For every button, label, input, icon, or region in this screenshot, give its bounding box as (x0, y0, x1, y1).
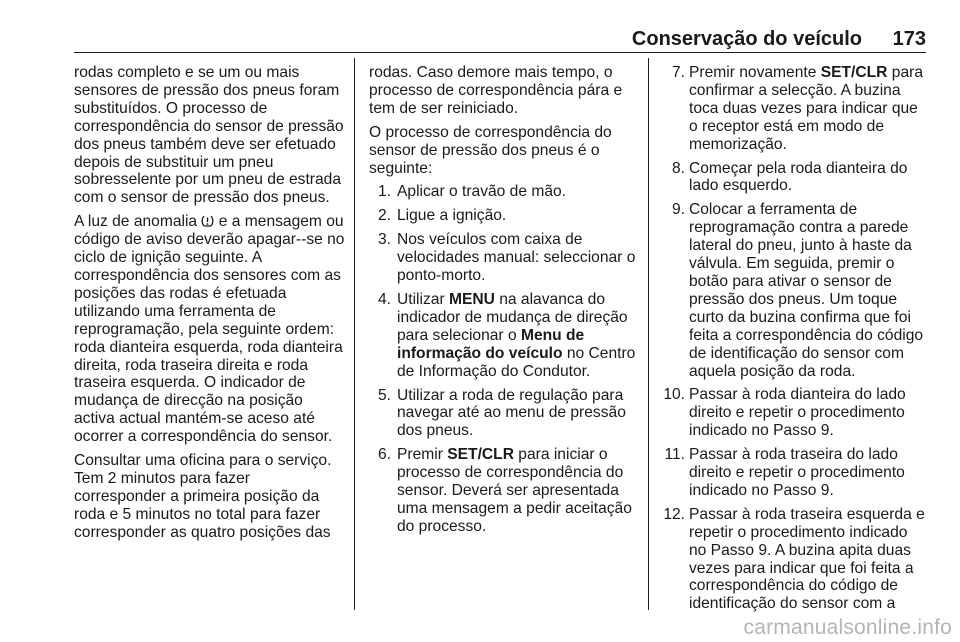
step-text: Utilizar (397, 290, 449, 308)
step-number: 3. (377, 231, 391, 249)
set-clr-button-term: SET/CLR (820, 64, 888, 81)
list-item (369, 446, 641, 536)
step-number: 2. (377, 207, 391, 225)
step-number: 5. (377, 386, 391, 404)
step-text: Passar à roda traseira esquerda e repetir o procedimento indicado no Passo 9. A buzina apita duas vezes para indicar que foi feita a correspondência do código de identificação do sensor com a (689, 505, 925, 613)
step-text: Aplicar o travão de mão. (397, 183, 567, 201)
step-text: Começar pela roda dianteira do lado esquerdo. (689, 159, 908, 195)
step-text: Passar à roda traseira do lado direito e repetir o procedimento indicado no Passo 9. (689, 446, 905, 499)
page-number: 173 (892, 28, 926, 50)
set-clr-button-term: SET/CLR (447, 446, 514, 464)
text-run: e a mensagem ou código de aviso deverão apagar--se no ciclo de ignição seguinte. A correspondência dos sensores com as posições das rodas é efetuada utilizando uma ferramenta de reprogramação, pela seguinte ordem: roda dianteira esquerda, roda dianteira direita, roda traseira direita e roda traseira esquerda. O indicador de mudança de direcção na posição activa actual mantém-se aceso até ocorrer a correspondência do sensor. (74, 213, 345, 446)
list-item (369, 231, 641, 285)
column-3 (660, 64, 926, 619)
list-item (660, 64, 926, 154)
list-item (660, 446, 926, 500)
step-number: 12. (663, 505, 685, 523)
step-text: Nos veículos com caixa de velocidades manual: seleccionar o ponto-morto. (397, 231, 636, 285)
list-item (369, 387, 641, 441)
steps-list (660, 64, 926, 613)
step-text: no Centro de Informação do Condutor. (397, 344, 636, 380)
step-number: 8. (671, 159, 685, 177)
step-number: 9. (671, 201, 685, 219)
page-header (74, 28, 926, 50)
paragraph: rodas. Caso demore mais tempo, o processo de correspondência pára e tem de ser reiniciado. (369, 64, 623, 117)
list-item (660, 506, 926, 613)
step-text: Colocar a ferramenta de reprogramação contra a parede lateral do pneu, junto à haste da válvula. Em seguida, premir o botão para ativar o sensor de pressão dos pneus. Um toque curto da buzina confirma que foi feita a correspondência do código de identificação do sensor com aquela posição da roda. (689, 201, 924, 380)
list-item (369, 183, 641, 201)
step-number: 11. (664, 446, 685, 464)
paragraph (74, 213, 346, 446)
step-number: 6. (377, 446, 391, 464)
steps-list (369, 183, 641, 535)
step-text: para confirmar a selecção. A buzina toca duas vezes para indicar que o receptor está em modo de memorização. (689, 64, 923, 153)
list-item (369, 291, 641, 381)
step-number: 4. (377, 290, 391, 308)
step-text: Passar à roda dianteira do lado direito e repetir o procedimento indicado no Passo 9. (689, 386, 906, 440)
step-number: 7. (671, 64, 685, 81)
paragraph: rodas completo e se um ou mais sensores de pressão dos pneus foram substituídos. O processo de correspondência do sensor de pressão dos pneus também deve ser efetuado depois de substituir um pneu sobresselente por um pneu de estrada com o sensor de pressão dos pneus. (74, 64, 344, 207)
header-rule (74, 52, 926, 53)
list-item (660, 160, 926, 196)
column-divider-1 (354, 58, 355, 610)
section-title: Conservação do veículo (631, 28, 862, 50)
step-number: 10. (663, 386, 685, 404)
tire-pressure-warning-icon (201, 214, 214, 228)
step-text: para iniciar o processo de correspondência do sensor. Deverá ser apresentada uma mensagem a pedir aceitação do processo. (397, 446, 632, 535)
step-text: Premir novamente (689, 64, 821, 81)
menu-name-term: Menu de informação do veículo (397, 326, 585, 362)
step-number: 1. (377, 183, 391, 201)
step-text: na alavanca do indicador de mudança de direção para selecionar o (397, 290, 628, 344)
list-item (660, 201, 926, 380)
paragraph: Consultar uma oficina para o serviço. Tem 2 minutos para fazer corresponder a primeira posição da roda e 5 minutos no total para fazer corresponder as quatro posições das (74, 452, 332, 541)
column-2 (369, 64, 641, 542)
column-divider-2 (648, 58, 649, 610)
list-item (660, 386, 926, 440)
menu-button-term: MENU (448, 290, 495, 308)
watermark: carmanualsonline.info (743, 616, 952, 639)
list-item (369, 207, 641, 225)
step-text: Utilizar a roda de regulação para navegar até ao menu de pressão dos pneus. (397, 386, 626, 440)
paragraph: O processo de correspondência do sensor de pressão dos pneus é o seguinte: (369, 123, 612, 177)
text-run: A luz de anomalia (74, 213, 202, 231)
step-text: Premir (397, 446, 448, 464)
column-1 (74, 64, 346, 548)
step-text: Ligue a ignição. (397, 207, 507, 225)
